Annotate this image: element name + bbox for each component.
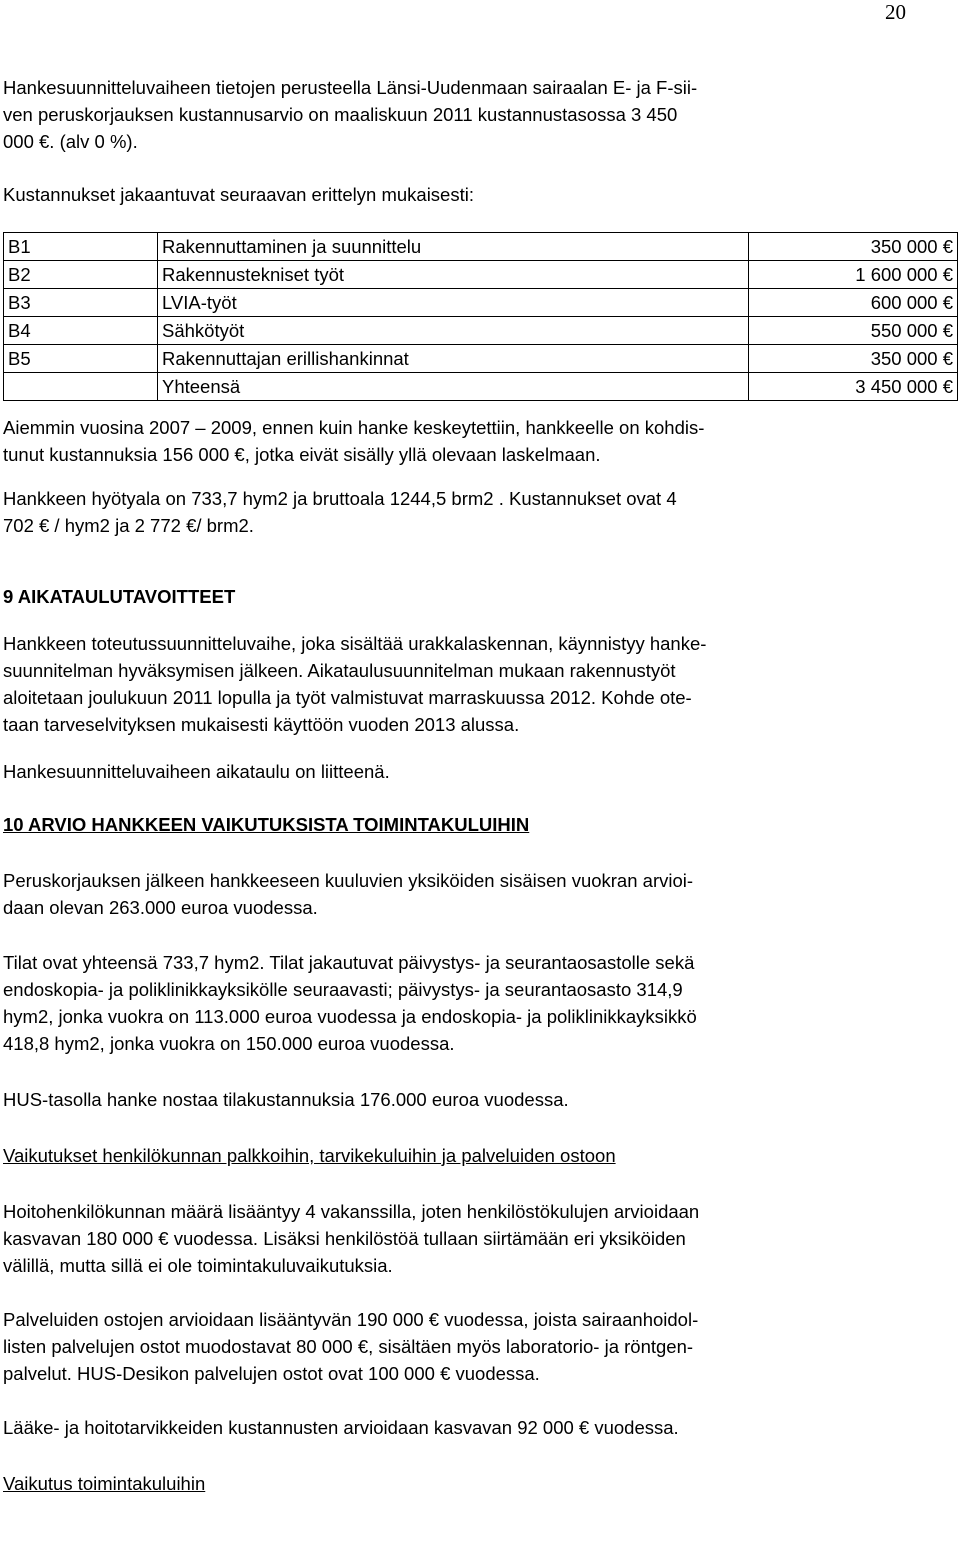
intro-paragraph [3, 74, 897, 155]
services-paragraph [3, 1306, 897, 1387]
text-line: välillä, mutta sillä ei ole toimintakuluvaikutuksia. [3, 1255, 393, 1276]
table-row [4, 317, 958, 345]
table-row [4, 233, 958, 261]
text-line: Aiemmin vuosina 2007 – 2009, ennen kuin hanke keskeytettiin, hankkeelle on kohdis- [3, 417, 705, 438]
page-number: 20 [885, 0, 906, 24]
cost-item: LVIA-työt [158, 289, 749, 317]
text-line: aloitetaan joulukuun 2011 lopulla ja työt valmistuvat marraskuussa 2012. Kohde ote- [3, 687, 692, 708]
heading-schedule: 9 AIKATAULUTAVOITTEET [3, 586, 236, 607]
cost-item: Rakennustekniset työt [158, 261, 749, 289]
cost-amount: 1 600 000 € [749, 261, 958, 289]
text-line: daan olevan 263.000 euroa vuodessa. [3, 897, 318, 918]
cost-item: Sähkötyöt [158, 317, 749, 345]
text-line: 702 € / hym2 ja 2 772 €/ brm2. [3, 515, 254, 536]
table-row-total [4, 373, 958, 401]
premises-paragraph [3, 949, 897, 1057]
text-line: endoskopia- ja poliklinikkayksikölle seuraavasti; päivystys- ja seurantaosasto 314,9 [3, 979, 683, 1000]
text-line: 418,8 hym2, jonka vuokra on 150.000 euroa vuodessa. [3, 1033, 455, 1054]
text-line: hym2, jonka vuokra on 113.000 euroa vuodessa ja endoskopia- ja poliklinikkayksikkö [3, 1006, 697, 1027]
text-line: Hankkeen hyötyala on 733,7 hym2 ja bruttoala 1244,5 brm2 . Kustannukset ovat 4 [3, 488, 677, 509]
schedule-attachment: Hankesuunnitteluvaiheen aikataulu on liitteenä. [3, 761, 390, 782]
cost-item: Rakennuttajan erillishankinnat [158, 345, 749, 373]
intro-line: ven peruskorjauksen kustannusarvio on maaliskuun 2011 kustannustasossa 3 450 [3, 104, 678, 125]
earlier-costs-paragraph [3, 414, 897, 468]
text-line: suunnitelman hyväksymisen jälkeen. Aikataulusuunnitelman mukaan rakennustyöt [3, 660, 676, 681]
text-line: Hoitohenkilökunnan määrä lisääntyy 4 vakanssilla, joten henkilöstökulujen arvioidaan [3, 1201, 700, 1222]
table-row [4, 345, 958, 373]
text-line: listen palvelujen ostot muodostavat 80 000 €, sisältäen myös laboratorio- ja röntgen- [3, 1336, 694, 1357]
cost-amount: 3 450 000 € [749, 373, 958, 401]
cost-code [4, 373, 158, 401]
text-line: Hankkeen toteutussuunnitteluvaihe, joka sisältää urakkalaskennan, käynnistyy hanke- [3, 633, 707, 654]
text-line: Peruskorjauksen jälkeen hankkeeseen kuuluvien yksiköiden sisäisen vuokran arvioi- [3, 870, 694, 891]
cost-amount: 350 000 € [749, 345, 958, 373]
cost-item: Yhteensä [158, 373, 749, 401]
heading-operating-costs: 10 ARVIO HANKKEEN VAIKUTUKSISTA TOIMINTAKULUIHIN [3, 814, 530, 835]
breakdown-intro: Kustannukset jakaantuvat seuraavan erittelyn mukaisesti: [3, 184, 474, 205]
supplies-paragraph: Lääke- ja hoitotarvikkeiden kustannusten arvioidaan kasvavan 92 000 € vuodessa. [3, 1417, 679, 1438]
document-body [3, 74, 953, 1497]
rent-paragraph [3, 867, 897, 921]
cost-code: B3 [4, 289, 158, 317]
cost-amount: 550 000 € [749, 317, 958, 345]
cost-table [3, 232, 958, 401]
intro-line: Hankesuunnitteluvaiheen tietojen perusteella Länsi-Uudenmaan sairaalan E- ja F-sii- [3, 77, 698, 98]
subheading-operating-impact: Vaikutus toimintakuluihin [3, 1473, 206, 1494]
cost-item: Rakennuttaminen ja suunnittelu [158, 233, 749, 261]
cost-amount: 350 000 € [749, 233, 958, 261]
text-line: taan tarveselvityksen mukaisesti käyttöön vuoden 2013 alussa. [3, 714, 520, 735]
table-row [4, 289, 958, 317]
text-line: palvelut. HUS-Desikon palvelujen ostot ovat 100 000 € vuodessa. [3, 1363, 540, 1384]
text-line: kasvavan 180 000 € vuodessa. Lisäksi henkilöstöä tullaan siirtämään eri yksiköiden [3, 1228, 686, 1249]
cost-code: B1 [4, 233, 158, 261]
cost-code: B4 [4, 317, 158, 345]
schedule-paragraph [3, 630, 897, 738]
table-row [4, 261, 958, 289]
text-line: Tilat ovat yhteensä 733,7 hym2. Tilat jakautuvat päivystys- ja seurantaosastolle sekä [3, 952, 695, 973]
staff-paragraph [3, 1198, 897, 1279]
subheading-staff-costs: Vaikutukset henkilökunnan palkkoihin, tarvikekuluihin ja palveluiden ostoon [3, 1145, 616, 1166]
cost-code: B5 [4, 345, 158, 373]
text-line: tunut kustannuksia 156 000 €, jotka eivät sisälly yllä olevaan laskelmaan. [3, 444, 601, 465]
hus-paragraph: HUS-tasolla hanke nostaa tilakustannuksia 176.000 euroa vuodessa. [3, 1089, 569, 1110]
text-line: Palveluiden ostojen arvioidaan lisääntyvän 190 000 € vuodessa, joista sairaanhoidol- [3, 1309, 699, 1330]
intro-line: 000 €. (alv 0 %). [3, 131, 138, 152]
cost-amount: 600 000 € [749, 289, 958, 317]
area-paragraph [3, 485, 897, 539]
cost-code: B2 [4, 261, 158, 289]
